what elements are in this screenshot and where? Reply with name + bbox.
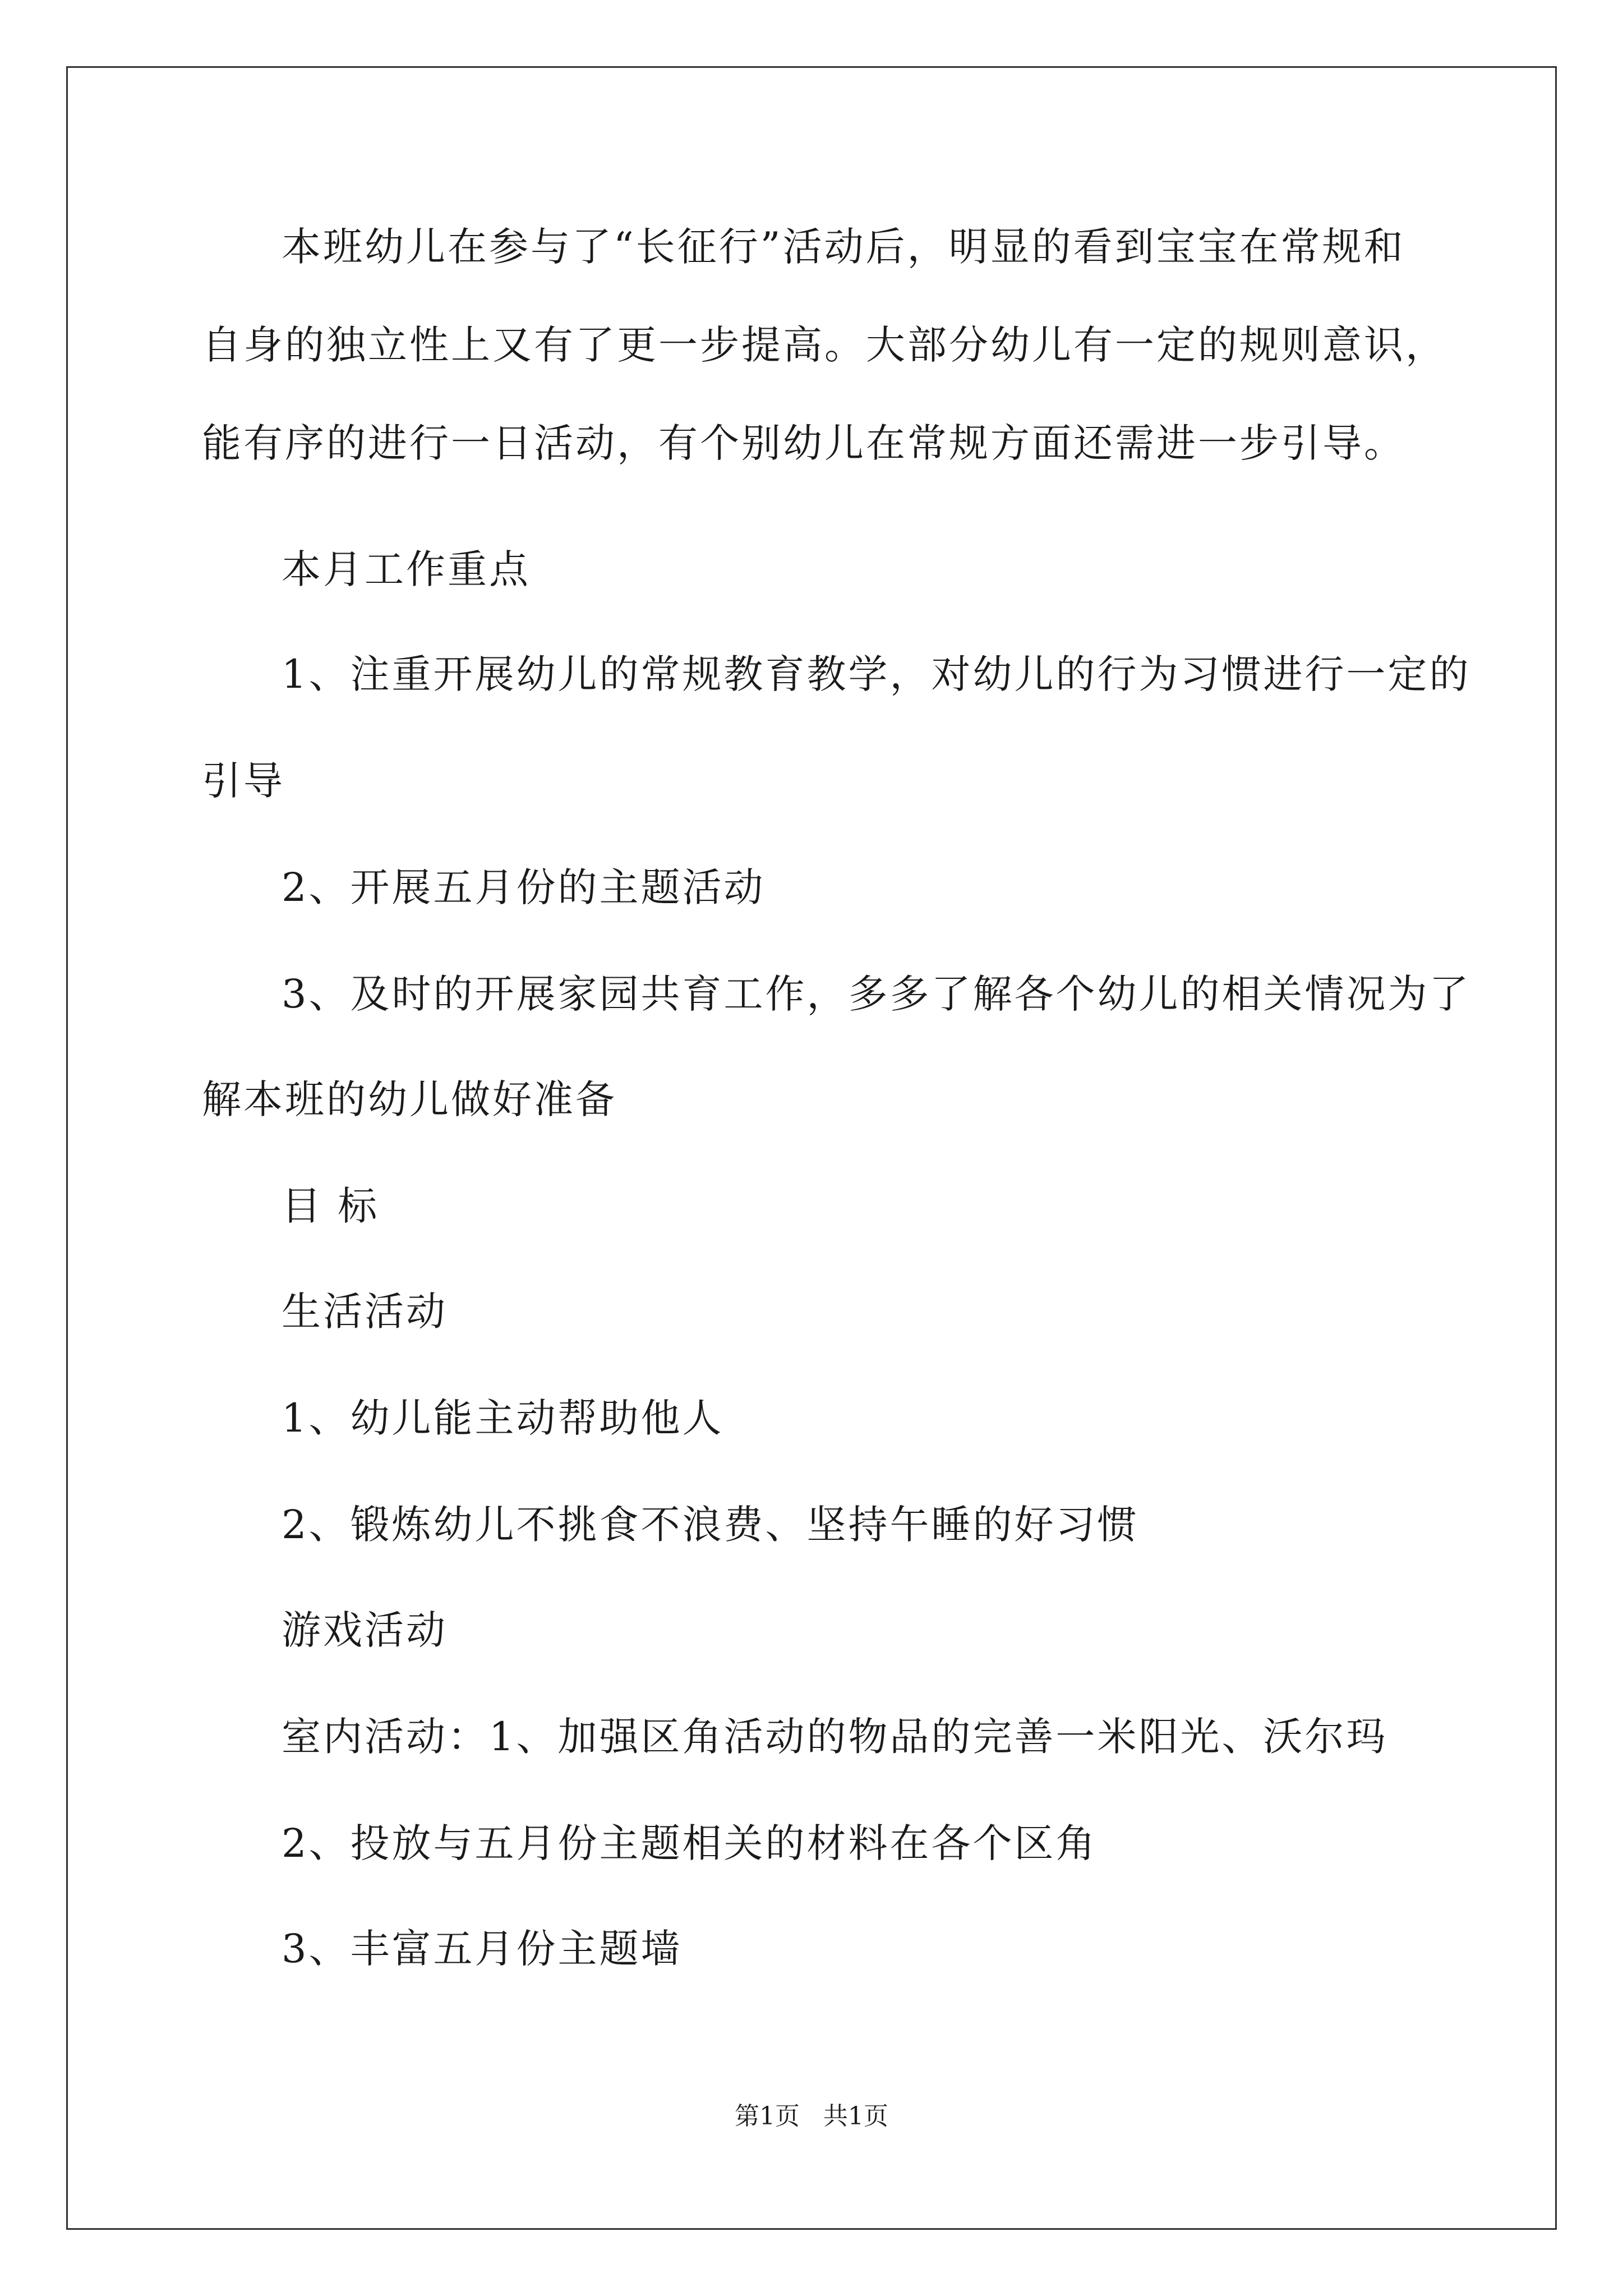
paragraph-line: 自身的独立性上又有了更一步提高。大部分幼儿有一定的规则意识， [202, 322, 1447, 368]
page-border [66, 66, 1557, 2230]
list-item: 3、及时的开展家园共育工作，多多了解各个幼儿的相关情况为了 [282, 971, 1471, 1017]
list-item: 室内活动：1、加强区角活动的物品的完善一米阳光、沃尔玛 [282, 1714, 1388, 1760]
list-item: 2、锻炼幼儿不挑食不浪费、坚持午睡的好习惯 [282, 1502, 1139, 1548]
list-item: 1、注重开展幼儿的常规教育教学，对幼儿的行为习惯进行一定的 [282, 651, 1471, 697]
paragraph-line: 本班幼儿在参与了“长征行”活动后，明显的看到宝宝在常规和 [282, 224, 1405, 270]
section-heading: 本月工作重点 [282, 546, 531, 592]
section-heading: 目 标 [282, 1183, 380, 1229]
list-item-continuation: 解本班的幼儿做好准备 [202, 1076, 617, 1122]
list-item-continuation: 引导 [202, 758, 285, 804]
list-item: 2、投放与五月份主题相关的材料在各个区角 [282, 1820, 1098, 1866]
subsection-heading: 生活活动 [282, 1289, 448, 1335]
list-item: 1、幼儿能主动帮助他人 [282, 1395, 724, 1441]
page-footer: 第1页 共1页 [735, 2102, 888, 2131]
paragraph-line: 能有序的进行一日活动，有个别幼儿在常规方面还需进一步引导。 [202, 420, 1405, 466]
subsection-heading: 游戏活动 [282, 1607, 448, 1653]
list-item: 3、丰富五月份主题墙 [282, 1926, 683, 1972]
list-item: 2、开展五月份的主题活动 [282, 864, 766, 910]
